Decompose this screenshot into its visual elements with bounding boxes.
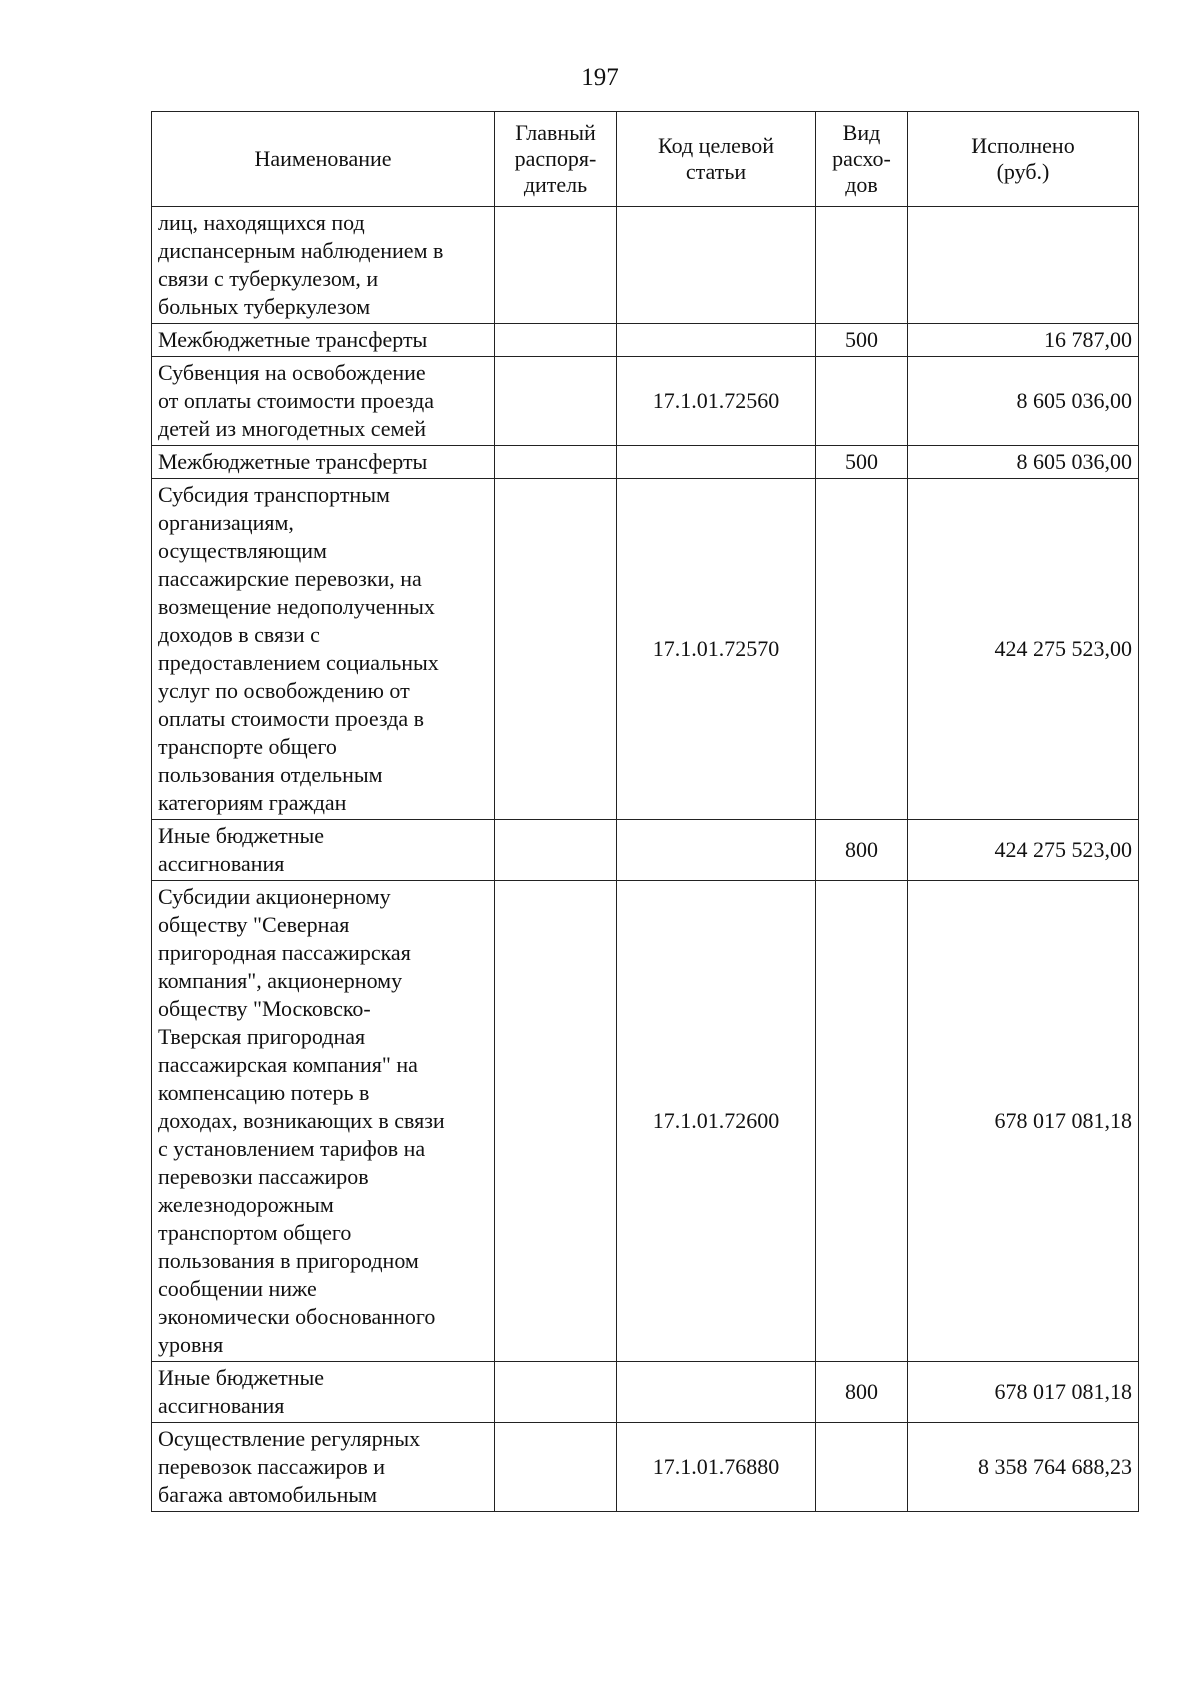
page-number: 197 [581,64,619,91]
row-chief-administrator-cell [495,1362,617,1423]
header-target-article-code: Код целевой статьи [617,112,816,207]
row-name-cell: лиц, находящихся под диспансерным наблюдением в связи с туберкулезом, и больных туберкулезом [152,207,495,324]
table-row [152,446,1139,479]
row-code-cell: 17.1.01.72570 [617,479,816,820]
row-amount-cell: 8 605 036,00 [908,357,1139,446]
table-row [152,881,1139,1362]
table-row [152,820,1139,881]
row-amount-cell: 16 787,00 [908,324,1139,357]
row-chief-administrator-cell [495,207,617,324]
table-row [152,357,1139,446]
row-name-cell: Субсидия транспортным организациям, осуществляющим пассажирские перевозки, на возмещение недополученных доходов в связи с предоставлением социальных услуг по освобождению от оплаты стоимости проезда в транспорте общего пользования отдельным категориям граждан [152,479,495,820]
row-code-cell [617,207,816,324]
row-expense-type-cell: 500 [816,446,908,479]
table-row [152,1362,1139,1423]
row-name-cell: Иные бюджетные ассигнования [152,1362,495,1423]
row-expense-type-cell [816,207,908,324]
row-amount-cell: 424 275 523,00 [908,479,1139,820]
row-chief-administrator-cell [495,324,617,357]
row-code-cell: 17.1.01.72560 [617,357,816,446]
row-name-cell: Межбюджетные трансферты [152,324,495,357]
budget-execution-table [151,111,1139,1512]
row-chief-administrator-cell [495,446,617,479]
row-expense-type-cell: 800 [816,1362,908,1423]
row-code-cell [617,1362,816,1423]
header-chief-administrator: Главный распоря- дитель [495,112,617,207]
row-amount-cell: 678 017 081,18 [908,881,1139,1362]
row-chief-administrator-cell [495,820,617,881]
row-expense-type-cell [816,479,908,820]
row-chief-administrator-cell [495,881,617,1362]
row-amount-cell: 8 358 764 688,23 [908,1423,1139,1512]
table-body [152,207,1139,1512]
row-amount-cell: 678 017 081,18 [908,1362,1139,1423]
row-amount-cell [908,207,1139,324]
table-header-row [152,112,1139,207]
row-expense-type-cell: 800 [816,820,908,881]
row-expense-type-cell [816,357,908,446]
row-name-cell: Субсидии акционерному обществу "Северная пригородная пассажирская компания", акционерному обществу "Московско- Тверская пригородная пассажирская компания" на компенсацию потерь в доходах, возникающих в связи с установлением тарифов на перевозки пассажиров железнодорожным транспортом общего пользования в пригородном сообщении ниже экономически обоснованного уровня [152,881,495,1362]
row-name-cell: Иные бюджетные ассигнования [152,820,495,881]
row-expense-type-cell [816,881,908,1362]
table-row [152,479,1139,820]
row-code-cell [617,324,816,357]
row-code-cell [617,446,816,479]
row-name-cell: Субвенция на освобождение от оплаты стоимости проезда детей из многодетных семей [152,357,495,446]
row-amount-cell: 8 605 036,00 [908,446,1139,479]
row-amount-cell: 424 275 523,00 [908,820,1139,881]
header-name: Наименование [152,112,495,207]
row-chief-administrator-cell [495,1423,617,1512]
table-row [152,1423,1139,1512]
row-expense-type-cell [816,1423,908,1512]
row-name-cell: Осуществление регулярных перевозок пассажиров и багажа автомобильным [152,1423,495,1512]
row-code-cell: 17.1.01.72600 [617,881,816,1362]
table-row [152,207,1139,324]
row-code-cell: 17.1.01.76880 [617,1423,816,1512]
header-expense-type: Вид расхо- дов [816,112,908,207]
row-chief-administrator-cell [495,357,617,446]
row-expense-type-cell: 500 [816,324,908,357]
row-name-cell: Межбюджетные трансферты [152,446,495,479]
table-row [152,324,1139,357]
row-chief-administrator-cell [495,479,617,820]
row-code-cell [617,820,816,881]
header-executed-amount: Исполнено (руб.) [908,112,1139,207]
